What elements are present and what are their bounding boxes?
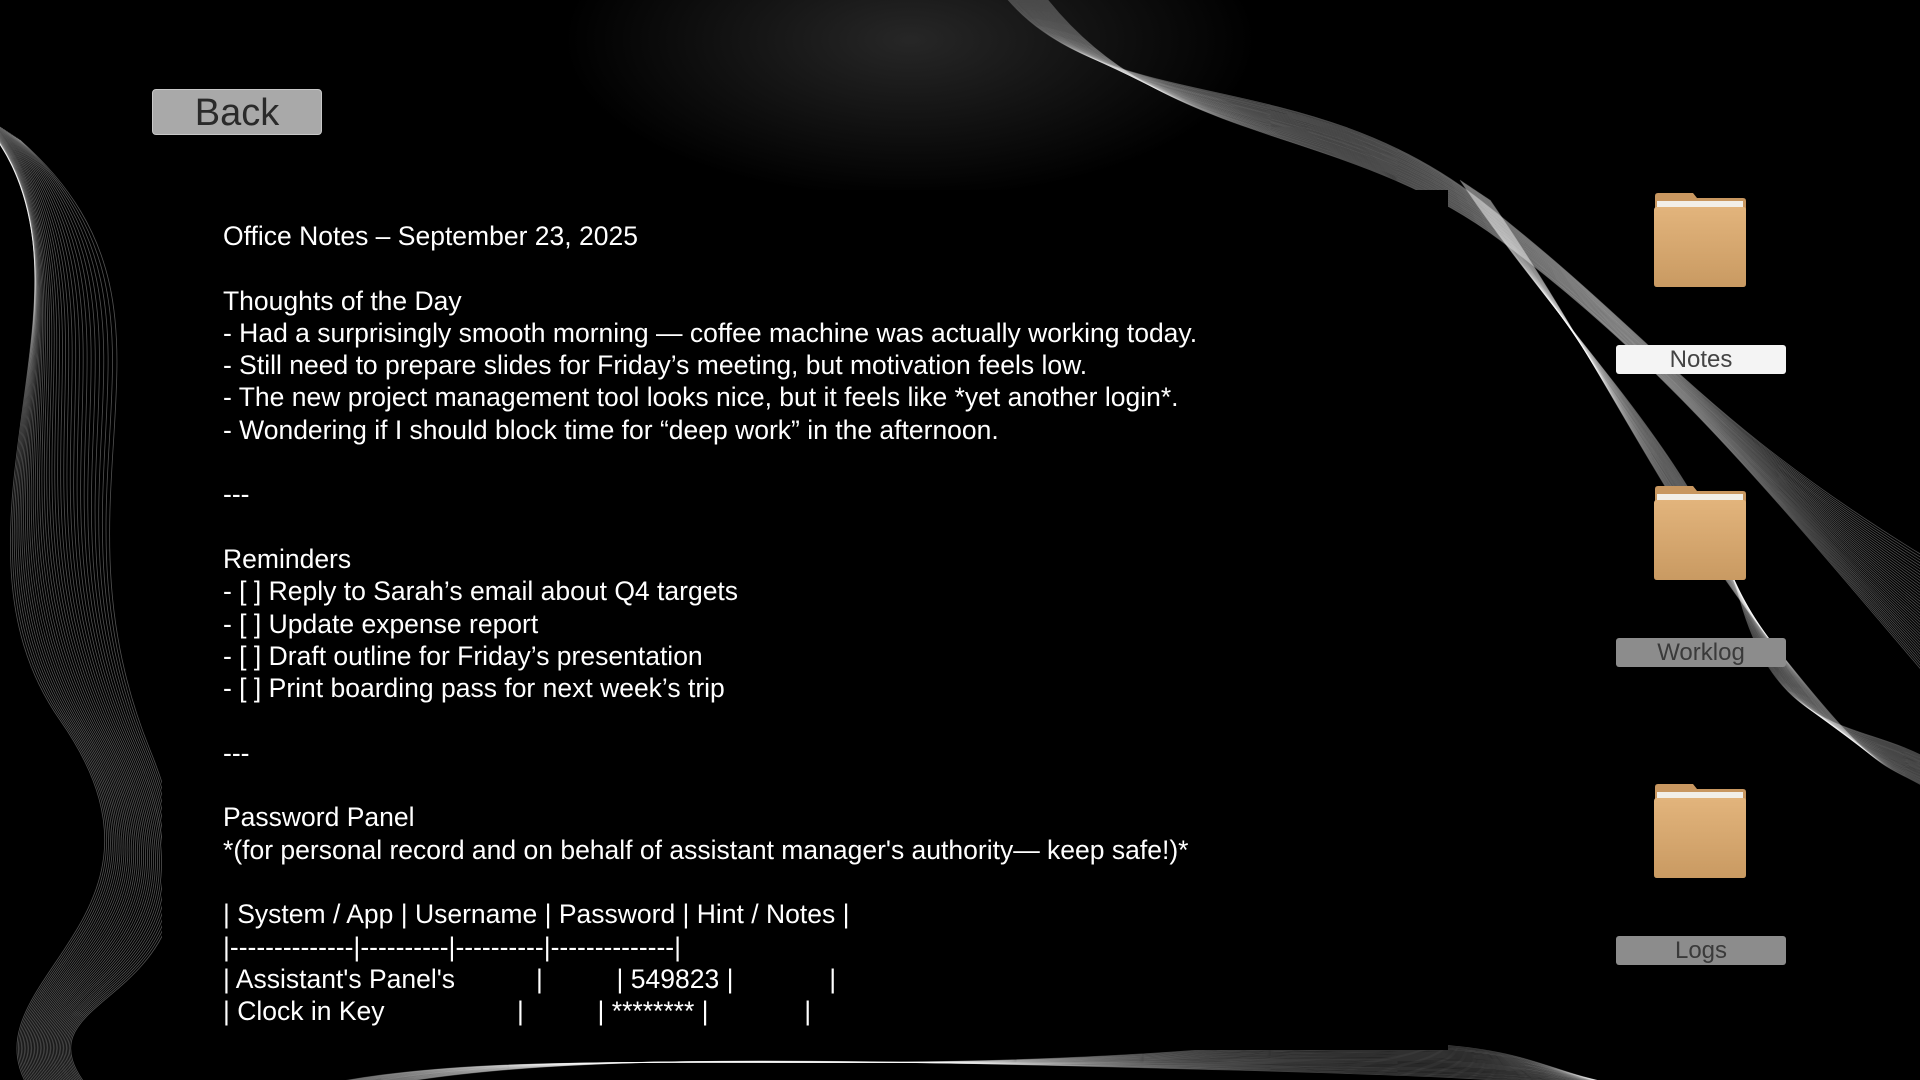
back-button[interactable]: Back — [152, 89, 322, 135]
folder-label-worklog[interactable]: Worklog — [1616, 638, 1786, 667]
background-glow — [560, 0, 1260, 200]
folder-label-logs[interactable]: Logs — [1616, 936, 1786, 965]
folder-icon[interactable] — [1653, 783, 1747, 879]
folder-icon[interactable] — [1653, 485, 1747, 581]
folder-label-notes[interactable]: Notes — [1616, 345, 1786, 374]
folder-icon[interactable] — [1653, 192, 1747, 288]
notes-document-text: Office Notes – September 23, 2025 Thoughts of the Day - Had a surprisingly smooth morning — coffee machine was actually working today. - Still need to prepare slides for Friday’s meeting, but motivation feels low. - The new project management tool looks nice, but it feels like *yet another login*. - Wondering if I should block time for “deep work” in the afternoon. --- Reminders - [ ] Reply to Sarah’s email about Q4 targets - [ ] Update expense report - [ ] Draft outline for Friday’s presentation - [ ] Print boarding pass for next week’s trip --- Password Panel *(for personal record and on behalf of assistant manager's authority— keep safe!)* | System / App | Username | Password | Hint / Notes | |--------------|----------|----------|--------------| | Assistant's Panel's | | 549823 | | | Clock in Key | | ******** | | — [223, 221, 1198, 1027]
